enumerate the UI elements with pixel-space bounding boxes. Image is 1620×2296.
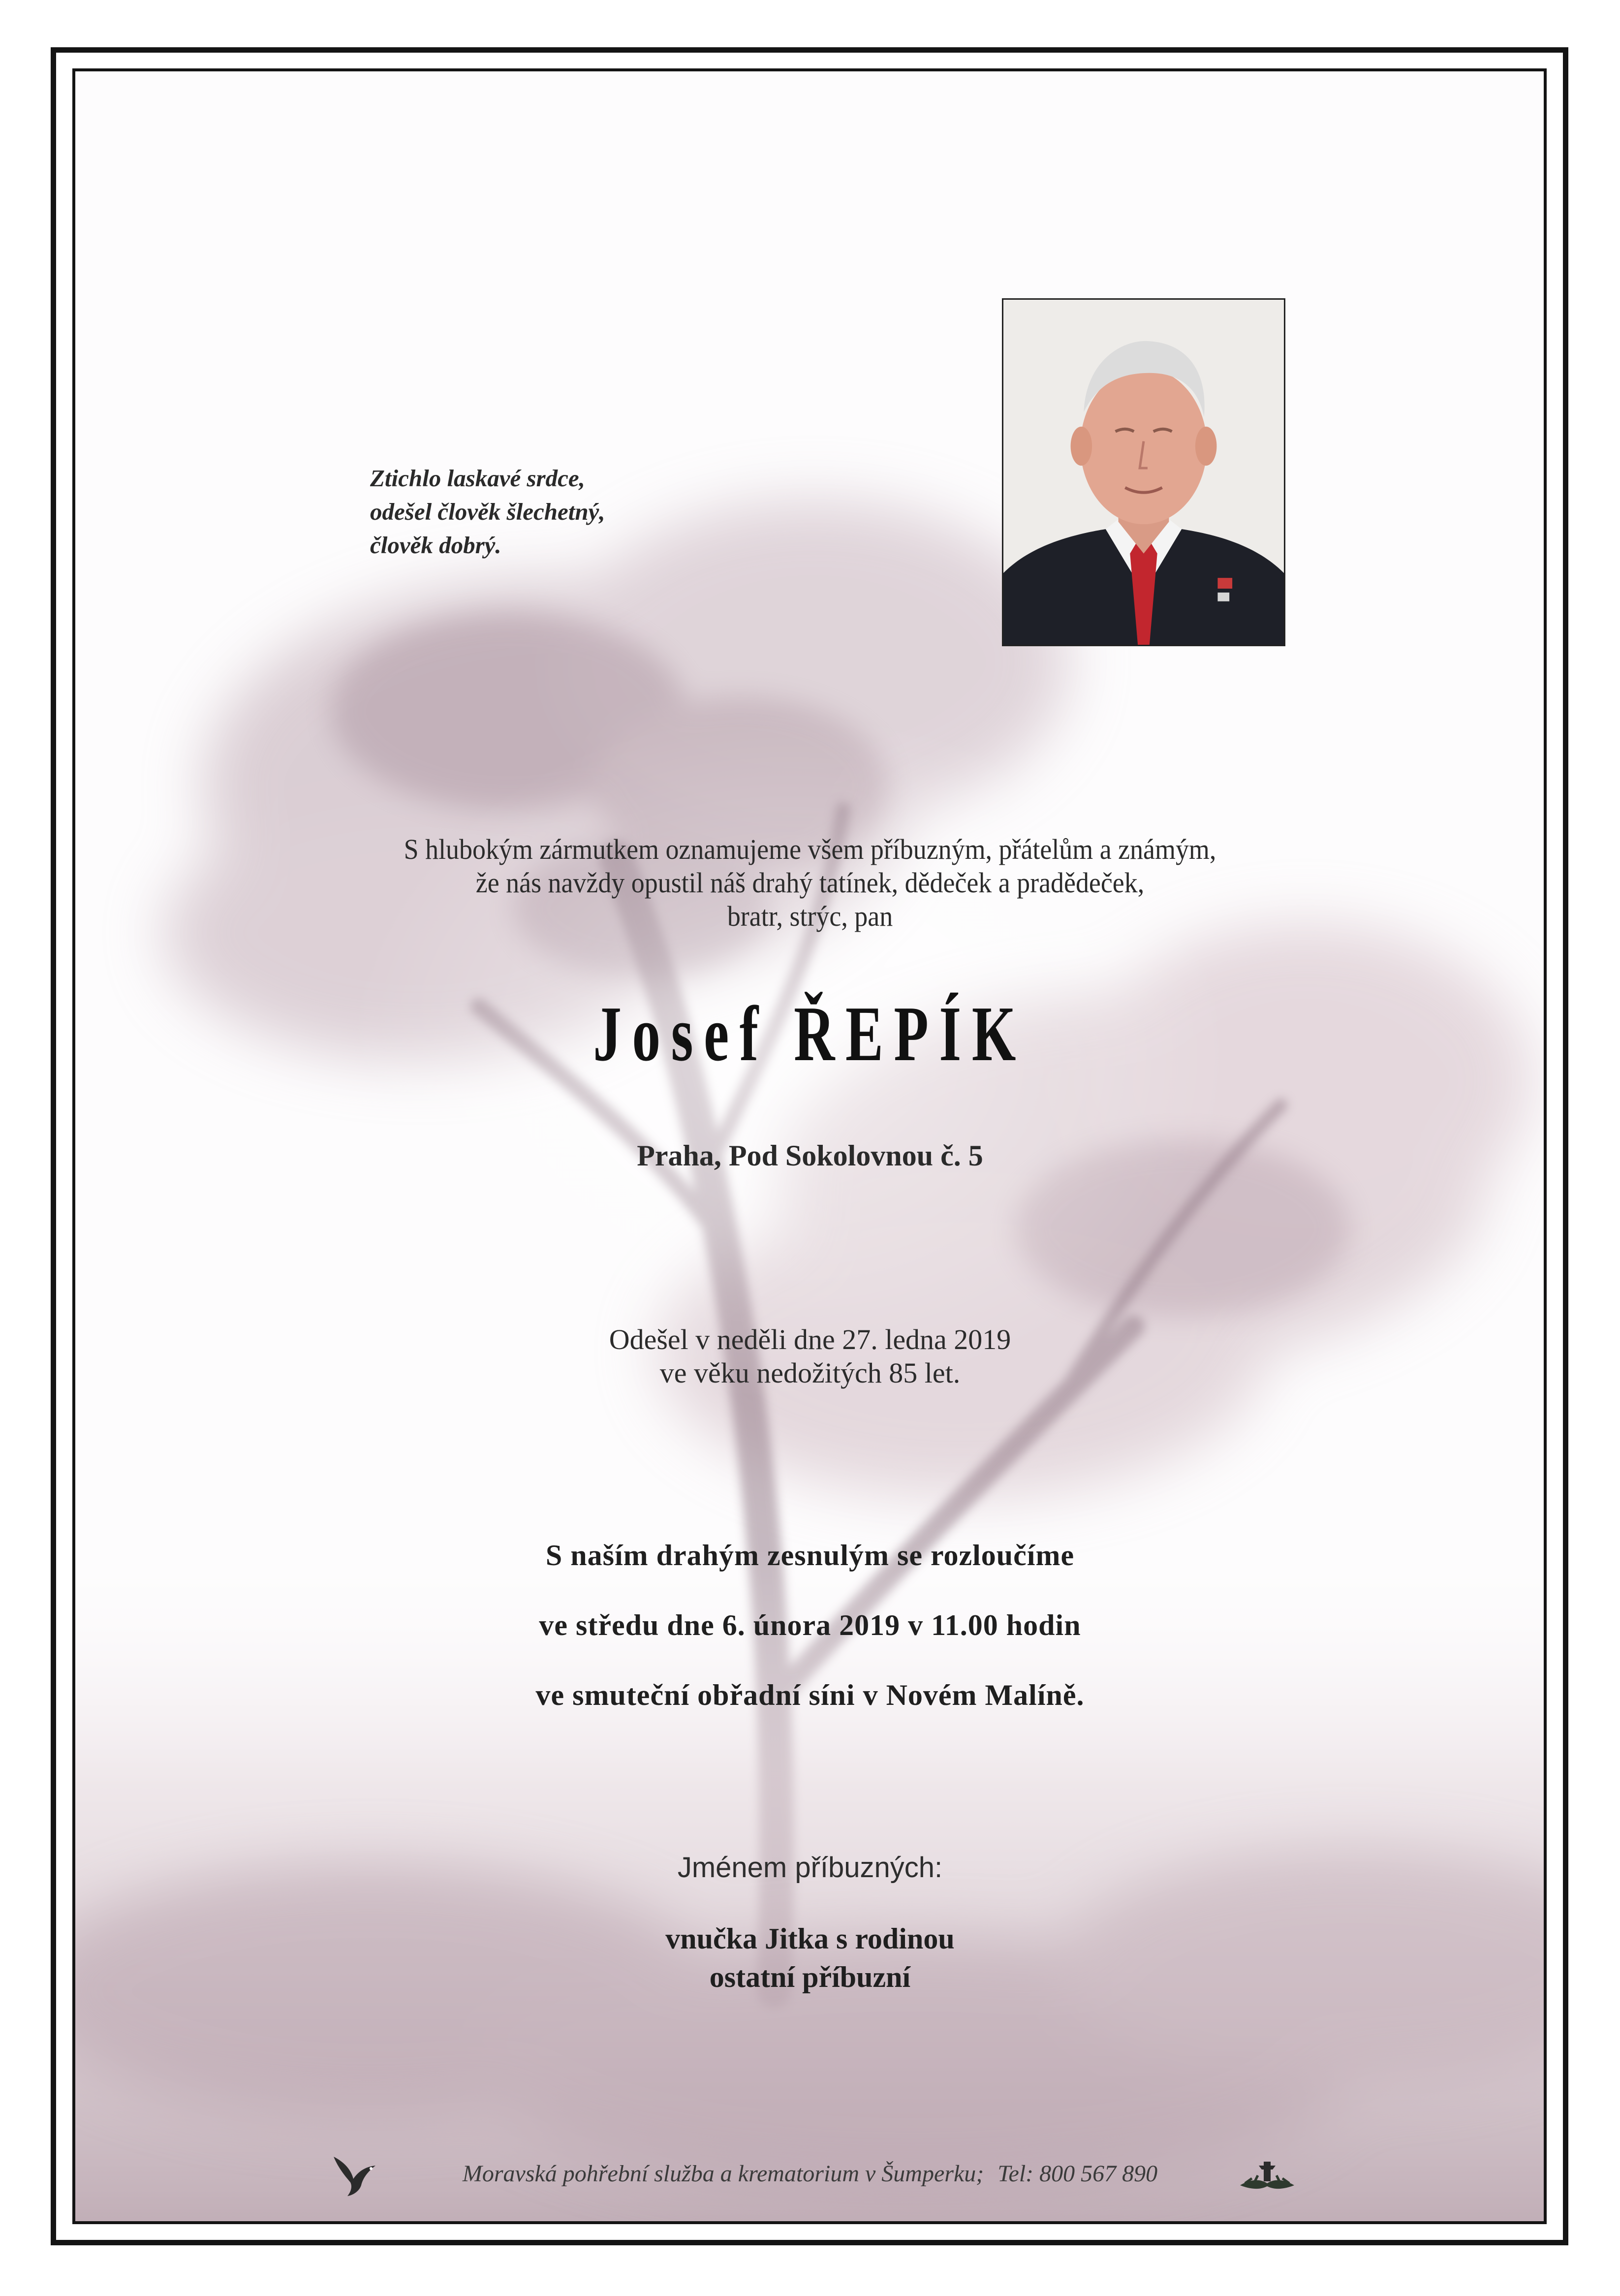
intro-line: bratr, strýc, pan [727, 900, 893, 932]
deceased-name [0, 984, 1620, 1083]
on-behalf-label: Jménem příbuzných: [677, 1852, 943, 1884]
announcement-intro [0, 833, 1620, 933]
funeral-service-footer [0, 2157, 1620, 2191]
death-age-line: ve věku nedožitých 85 let. [659, 1357, 961, 1389]
motto-line: Ztichlo laskavé srdce, [370, 465, 585, 492]
funeral-line: ve smuteční obřadní síni v Novém Malíně. [535, 1679, 1085, 1711]
motto-line: člověk dobrý. [370, 532, 501, 559]
motto-line: odešel člověk šlechetný, [370, 498, 605, 525]
portrait-photo [1002, 298, 1285, 646]
footer-company: Moravská pohřební služba a krematorium v Šumperku; [462, 2161, 984, 2187]
footer-phone: Tel: 800 567 890 [997, 2161, 1158, 2187]
relative-line: vnučka Jitka s rodinou [665, 1922, 955, 1955]
funeral-details [0, 1536, 1620, 1745]
relatives-list [0, 1919, 1620, 1996]
deceased-name-text: Josef ŘEPÍK [593, 990, 1027, 1077]
intro-line: S hlubokým zármutkem oznamujeme všem příbuzným, přátelům a známým, [404, 833, 1216, 865]
deceased-address: Praha, Pod Sokolovnou č. 5 [637, 1139, 983, 1172]
funeral-line: S naším drahým zesnulým se rozloučíme [545, 1539, 1075, 1572]
funeral-line: ve středu dne 6. února 2019 v 11.00 hodin [539, 1609, 1081, 1641]
intro-line: že nás navždy opustil náš drahý tatínek, dědeček a pradědeček, [475, 867, 1145, 899]
death-details [0, 1323, 1620, 1390]
motto-verse [370, 462, 715, 562]
relative-line: ostatní příbuzní [709, 1961, 911, 1993]
death-date-line: Odešel v neděli dne 27. ledna 2019 [609, 1323, 1011, 1355]
wreath-emblem-icon [1235, 2155, 1299, 2194]
